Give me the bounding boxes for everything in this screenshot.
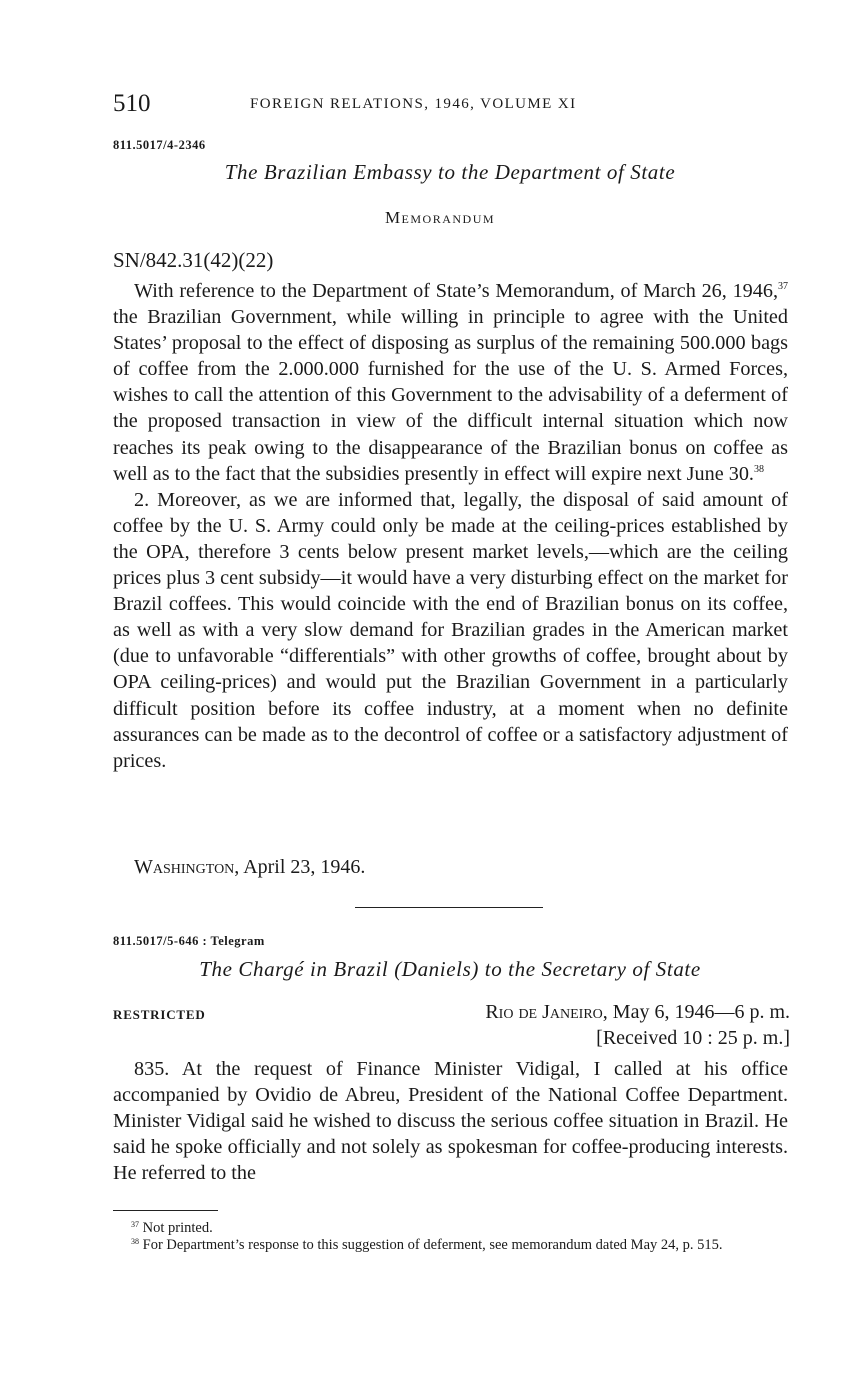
- section-divider: [355, 907, 543, 908]
- signature-dateline: [134, 856, 365, 879]
- place: Washington: [134, 856, 235, 878]
- paragraph: 835. At the request of Finance Minister Vidigal, I called at his office accompanied by Ovidio de Abreu, President of the National Coffee Department. Minister Vidigal said he wished to discuss the serious coffee situation in Brazil. He said he spoke officially and not solely as spokesman for coffee-producing interests. He referred to the: [113, 1058, 788, 1185]
- footnote-mark: 37: [131, 1220, 139, 1229]
- date: , April 23, 1946.: [234, 856, 366, 878]
- date: , May 6, 1946—6 p. m.: [602, 1001, 790, 1023]
- document-title-2: The Chargé in Brazil (Daniels) to the Secretary of State: [199, 957, 701, 981]
- running-head: FOREIGN RELATIONS, 1946, VOLUME XI: [250, 96, 577, 112]
- classification-label: RESTRICTED: [113, 1007, 206, 1022]
- footnote-text: Not printed.: [142, 1220, 213, 1236]
- footnote-text: For Department’s response to this suggestion of deferment, see memorandum dated May 24, p. 515.: [142, 1237, 723, 1253]
- footnote-mark: 38: [131, 1237, 139, 1246]
- paragraph: 2. Moreover, as we are informed that, legally, the disposal of said amount of coffee by the U. S. Army could only be made at the ceiling-prices established by the OPA, therefore 3 cents below present market levels,—which are the ceiling prices plus 3 cent subsidy—it would have a very disturbing effect on the market for Brazil coffees. This would coincide with the end of Brazilian bonus on its coffee, as well as with a very slow demand for Brazilian grades in the American market (due to unfavorable “differentials” with other growths of coffee, brought about by OPA ceiling-prices) and would put the Brazilian Government in a particularly difficult position before its coffee industry, at a moment when no definite assurances can be made as to the decontrol of coffee or a satisfactory adjustment of prices.: [113, 488, 788, 772]
- paragraph: [113, 278, 788, 487]
- paragraph-text: the Brazilian Government, while willing in principle to agree with the United States’ proposal to the effect of disposing as surplus of the remaining 500.000 bags of coffee from the 2.000.000 furnished for the use of the U. S. Armed Forces, wishes to call the attention of this Government to the advisability of a deferment of the proposed transaction in view of the difficult internal situation which now reaches its peak owing to the disappearance of the Brazilian bonus on coffee as well as to the fact that the subsidies presently in effect will expire next June 30.: [113, 306, 788, 485]
- sent-line: [485, 999, 790, 1025]
- place: Rio de Janeiro: [485, 1001, 603, 1023]
- received-line: [Received 10 : 25 p. m.]: [596, 1027, 790, 1049]
- memorandum-body: [113, 278, 788, 774]
- file-reference-1: 811.5017/4-2346: [113, 138, 206, 152]
- footnotes: [113, 1220, 788, 1254]
- memorandum-heading: Memorandum: [384, 208, 496, 227]
- footnote-ref: 38: [753, 463, 764, 475]
- footnote-ref: 37: [778, 281, 788, 292]
- document-title-1: The Brazilian Embassy to the Department of State: [224, 160, 676, 184]
- reference-number: SN/842.31(42)(22): [113, 248, 274, 272]
- telegram-body: [113, 1056, 788, 1186]
- telegram-dateline: [485, 999, 790, 1051]
- page-number: 510: [113, 90, 151, 117]
- file-reference-2: 811.5017/5-646 : Telegram: [113, 934, 265, 948]
- page-header: [113, 90, 793, 124]
- paragraph-text: With reference to the Department of State’s Memorandum, of March 26, 1946,: [134, 280, 778, 302]
- footnote: [113, 1237, 788, 1254]
- footnote: [113, 1220, 788, 1237]
- footnote-rule: [113, 1210, 218, 1211]
